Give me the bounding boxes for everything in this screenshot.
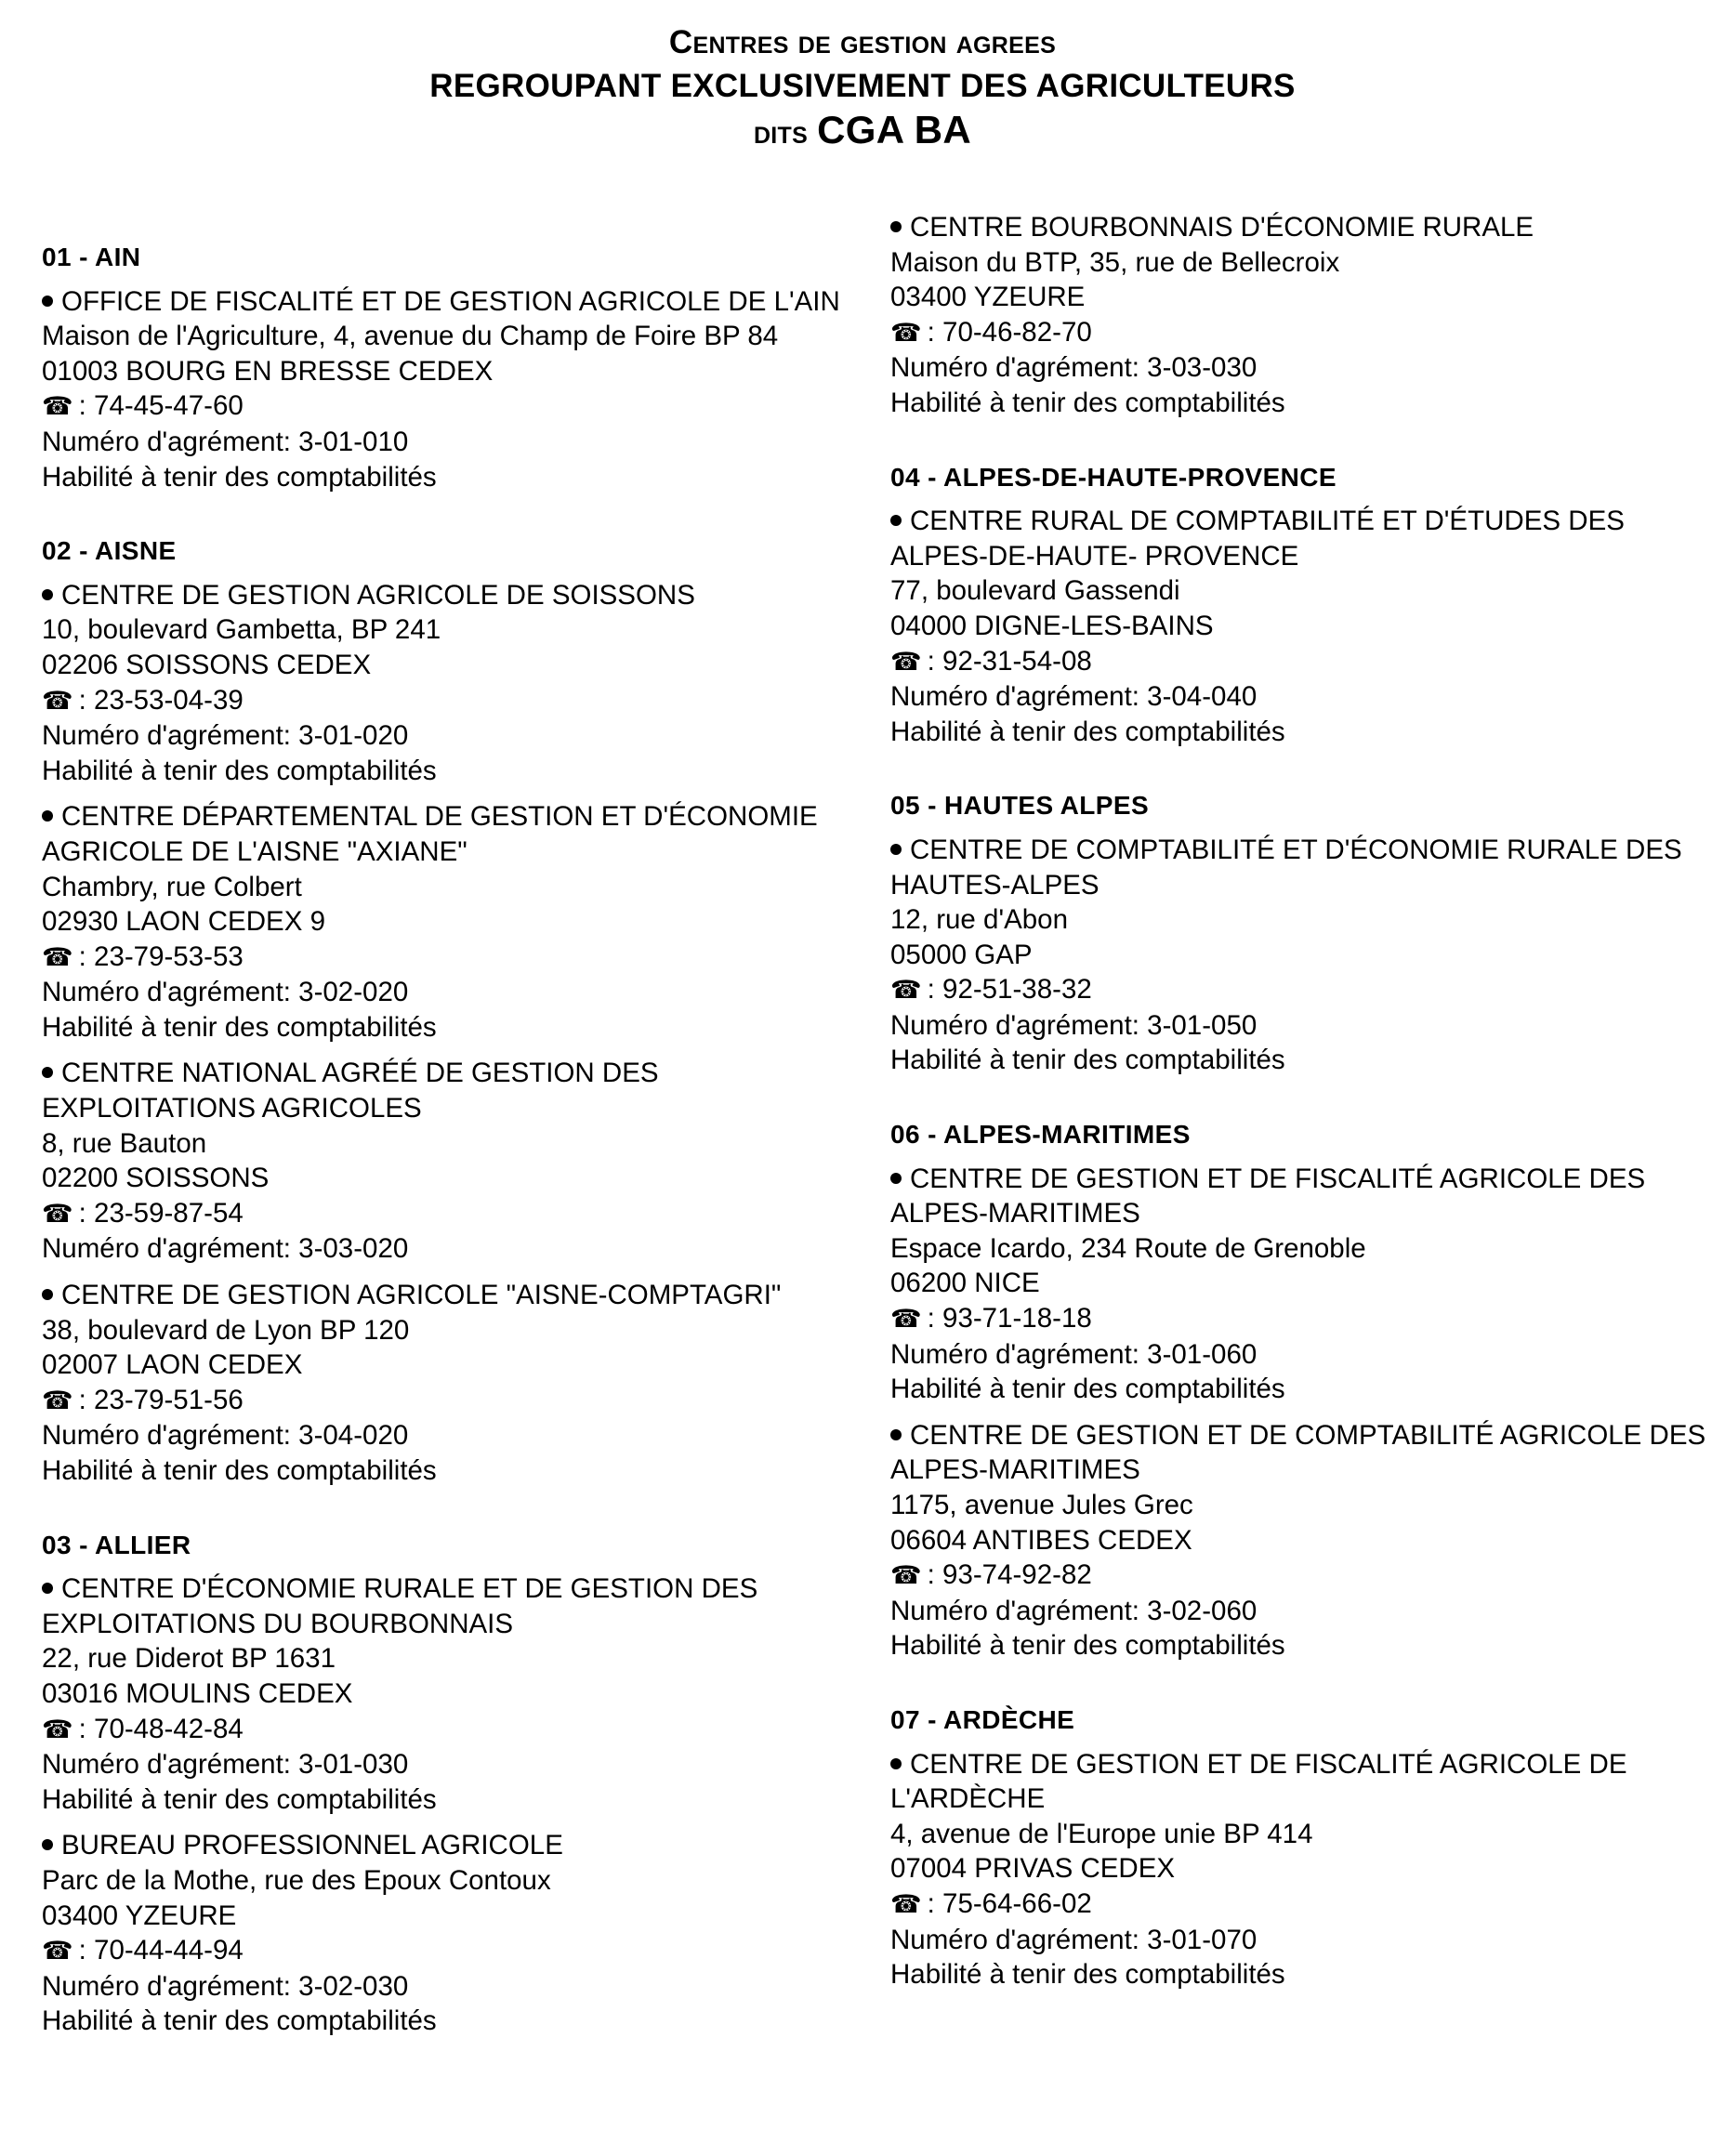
centre-name (42, 284, 850, 320)
page-title (0, 20, 1725, 154)
telephone-icon: ☎ (42, 942, 73, 971)
phone-line (890, 315, 1708, 351)
centre-entry (890, 1162, 1708, 1407)
agrement-number: Numéro d'agrément: 3-03-030 (890, 352, 1258, 384)
region-heading: 03 - ALLIER (42, 1530, 191, 1559)
title-line-2: REGROUPANT EXCLUSIVEMENT DES AGRICULTEURS (429, 68, 1296, 104)
phone-line (890, 1886, 1708, 1923)
centre-name-text: BUREAU PROFESSIONNEL AGRICOLE (61, 1830, 563, 1861)
centre-name-text: CENTRE NATIONAL AGRÉÉ DE GESTION DES EXPLOITATIONS AGRICOLES (42, 1058, 659, 1124)
telephone-icon: ☎ (890, 1889, 922, 1918)
habilite-note: Habilité à tenir des comptabilités (890, 1045, 1285, 1076)
address-line: 03400 YZEURE (42, 1900, 237, 1931)
address-line: 02007 LAON CEDEX (42, 1349, 303, 1381)
agrement-number: Numéro d'agrément: 3-04-020 (42, 1420, 409, 1452)
agrement-number: Numéro d'agrément: 3-03-020 (42, 1233, 409, 1265)
centre-name (890, 1418, 1708, 1488)
centre-entry (890, 833, 1708, 1078)
telephone-icon: ☎ (42, 392, 73, 421)
centre-name-text: CENTRE DÉPARTEMENTAL DE GESTION ET D'ÉCONOMIE AGRICOLE DE L'AISNE "AXIANE" (42, 801, 818, 867)
centre-name (42, 799, 850, 869)
habilite-note: Habilité à tenir des comptabilités (42, 755, 437, 786)
telephone-icon: ☎ (890, 1561, 922, 1590)
bullet-icon (890, 1758, 902, 1769)
centre-name-text: CENTRE DE GESTION AGRICOLE DE SOISSONS (61, 579, 695, 611)
centre-name (42, 1056, 850, 1125)
telephone-icon: ☎ (42, 686, 73, 715)
habilite-note: Habilité à tenir des comptabilités (42, 1783, 437, 1815)
bullet-icon (42, 296, 53, 307)
phone-number: : 75-64-66-02 (927, 1887, 1092, 1919)
centre-name (890, 1747, 1708, 1817)
agrement-number: Numéro d'agrément: 3-01-020 (42, 720, 409, 752)
address-line: 10, boulevard Gambetta, BP 241 (42, 614, 441, 646)
phone-number: : 74-45-47-60 (78, 390, 244, 422)
centre-entry (42, 799, 850, 1045)
address-line: 06604 ANTIBES CEDEX (890, 1524, 1192, 1556)
habilite-note: Habilité à tenir des comptabilités (890, 1959, 1285, 1991)
agrement-number: Numéro d'agrément: 3-01-050 (890, 1009, 1258, 1041)
address-line: 22, rue Diderot BP 1631 (42, 1643, 336, 1675)
agrement-number: Numéro d'agrément: 3-01-030 (42, 1749, 409, 1781)
phone-line (890, 1301, 1708, 1337)
centre-entry (42, 1828, 850, 2039)
bullet-icon (42, 1289, 53, 1300)
bullet-icon (42, 1583, 53, 1594)
centre-name (890, 504, 1708, 573)
agrement-number: Numéro d'agrément: 3-04-040 (890, 681, 1258, 713)
title-line-1: Centres de gestion agrees (668, 24, 1057, 60)
phone-line (42, 683, 850, 719)
centre-name-text: CENTRE DE GESTION ET DE FISCALITÉ AGRICOLE DE L'ARDÈCHE (890, 1748, 1627, 1815)
address-line: 1175, avenue Jules Grec (890, 1490, 1193, 1520)
agrement-number: Numéro d'agrément: 3-02-030 (42, 1970, 409, 2002)
address-line: 02200 SOISSONS (42, 1163, 270, 1194)
address-line: 38, boulevard de Lyon BP 120 (42, 1314, 410, 1346)
phone-line (42, 1196, 850, 1232)
address-line: Maison du BTP, 35, rue de Bellecroix (890, 246, 1340, 278)
centre-entry (890, 1747, 1708, 1992)
centre-name-text: CENTRE BOURBONNAIS D'ÉCONOMIE RURALE (910, 212, 1534, 243)
phone-line (890, 644, 1708, 680)
left-column (42, 240, 850, 2050)
region-heading: 04 - ALPES-DE-HAUTE-PROVENCE (890, 462, 1337, 492)
address-line: 02930 LAON CEDEX 9 (42, 906, 325, 938)
title-line-3 (0, 108, 1725, 154)
agrement-number: Numéro d'agrément: 3-01-010 (42, 426, 409, 457)
address-line: 05000 GAP (890, 939, 1033, 970)
bullet-icon (890, 1429, 902, 1440)
region-heading: 07 - ARDÈCHE (890, 1704, 1075, 1734)
phone-number: : 70-48-42-84 (78, 1713, 244, 1744)
centre-name (42, 1571, 850, 1641)
phone-line (890, 1558, 1708, 1594)
title-prefix: dits (753, 114, 809, 151)
address-line: 03400 YZEURE (890, 282, 1086, 313)
centre-name (890, 1162, 1708, 1231)
centre-name-text: CENTRE DE COMPTABILITÉ ET D'ÉCONOMIE RURALE DES HAUTES-ALPES (890, 834, 1682, 901)
habilite-note: Habilité à tenir des comptabilités (42, 1455, 437, 1486)
phone-number: : 23-79-53-53 (78, 940, 244, 972)
address-line: Maison de l'Agriculture, 4, avenue du Champ de Foire BP 84 (42, 321, 779, 352)
bullet-icon (890, 1173, 902, 1184)
phone-line (42, 940, 850, 976)
address-line: 8, rue Bauton (42, 1127, 207, 1159)
centre-name-text: CENTRE DE GESTION AGRICOLE "AISNE-COMPTAGRI" (61, 1280, 782, 1311)
centre-name (42, 1278, 850, 1313)
telephone-icon: ☎ (890, 318, 922, 347)
phone-number: : 93-71-18-18 (927, 1303, 1092, 1334)
centre-name-text: CENTRE RURAL DE COMPTABILITÉ ET D'ÉTUDES DES ALPES-DE-HAUTE- PROVENCE (890, 506, 1625, 572)
bullet-icon (42, 1067, 53, 1078)
address-line: 77, boulevard Gassendi (890, 575, 1180, 607)
address-line: Espace Icardo, 234 Route de Grenoble (890, 1232, 1366, 1264)
habilite-note: Habilité à tenir des comptabilités (890, 1374, 1285, 1405)
address-line: 12, rue d'Abon (890, 904, 1068, 936)
address-line: 04000 DIGNE-LES-BAINS (890, 610, 1214, 641)
centre-entry (890, 1418, 1708, 1663)
phone-number: : 92-31-54-08 (927, 645, 1092, 677)
region-heading: 05 - HAUTES ALPES (890, 791, 1150, 821)
agrement-number: Numéro d'agrément: 3-01-060 (890, 1338, 1258, 1370)
phone-number: : 92-51-38-32 (927, 974, 1092, 1006)
bullet-icon (890, 515, 902, 526)
region-heading: 01 - AIN (42, 243, 141, 271)
habilite-note: Habilité à tenir des comptabilités (42, 2005, 437, 2037)
address-line: Parc de la Mothe, rue des Epoux Contoux (42, 1864, 551, 1896)
right-column (890, 210, 1708, 2004)
telephone-icon: ☎ (42, 1386, 73, 1414)
centre-entry (42, 284, 850, 495)
telephone-icon: ☎ (42, 1715, 73, 1743)
address-line: 02206 SOISSONS CEDEX (42, 649, 372, 680)
centre-name (42, 1828, 850, 1863)
centre-entry (42, 1571, 850, 1817)
centre-entry (42, 1278, 850, 1489)
centre-name-text: OFFICE DE FISCALITÉ ET DE GESTION AGRICOLE DE L'AIN (61, 285, 840, 317)
centre-name-text: CENTRE DE GESTION ET DE COMPTABILITÉ AGRICOLE DES ALPES-MARITIMES (890, 1419, 1706, 1486)
phone-number: : 23-53-04-39 (78, 684, 244, 716)
habilite-note: Habilité à tenir des comptabilités (890, 1630, 1285, 1662)
telephone-icon: ☎ (42, 1937, 73, 1965)
address-line: 03016 MOULINS CEDEX (42, 1677, 353, 1709)
phone-line (42, 1933, 850, 1969)
centre-name (890, 210, 1708, 245)
phone-line (42, 1712, 850, 1748)
phone-number: : 23-79-51-56 (78, 1384, 244, 1415)
telephone-icon: ☎ (890, 976, 922, 1005)
centre-name-text: CENTRE DE GESTION ET DE FISCALITÉ AGRICOLE DES ALPES-MARITIMES (890, 1163, 1646, 1229)
bullet-icon (42, 589, 53, 600)
address-line: 01003 BOURG EN BRESSE CEDEX (42, 355, 494, 387)
centre-name-text: CENTRE D'ÉCONOMIE RURALE ET DE GESTION DES EXPLOITATIONS DU BOURBONNAIS (42, 1573, 758, 1639)
agrement-number: Numéro d'agrément: 3-01-070 (890, 1924, 1258, 1955)
telephone-icon: ☎ (890, 1305, 922, 1334)
habilite-note: Habilité à tenir des comptabilités (42, 1011, 437, 1043)
habilite-note: Habilité à tenir des comptabilités (890, 387, 1285, 418)
phone-number: : 23-59-87-54 (78, 1197, 244, 1229)
centre-entry (890, 210, 1708, 421)
habilite-note: Habilité à tenir des comptabilités (42, 461, 437, 493)
address-line: 07004 PRIVAS CEDEX (890, 1853, 1176, 1885)
address-line: Chambry, rue Colbert (42, 871, 302, 902)
address-line: 06200 NICE (890, 1268, 1040, 1299)
region-heading: 02 - AISNE (42, 536, 177, 566)
centre-name (890, 833, 1708, 902)
region-heading: 06 - ALPES-MARITIMES (890, 1120, 1191, 1150)
phone-line (42, 1383, 850, 1419)
bullet-icon (890, 221, 902, 232)
title-main: CGA BA (817, 108, 972, 151)
telephone-icon: ☎ (42, 1199, 73, 1228)
phone-line (42, 388, 850, 425)
centre-entry (42, 1056, 850, 1267)
phone-number: : 93-74-92-82 (927, 1559, 1092, 1591)
bullet-icon (42, 1839, 53, 1850)
telephone-icon: ☎ (890, 647, 922, 676)
agrement-number: Numéro d'agrément: 3-02-060 (890, 1595, 1258, 1626)
centre-entry (42, 578, 850, 789)
centre-name (42, 578, 850, 613)
habilite-note: Habilité à tenir des comptabilités (890, 716, 1285, 747)
bullet-icon (890, 844, 902, 855)
phone-number: : 70-44-44-94 (78, 1935, 244, 1966)
phone-line (890, 972, 1708, 1008)
centre-entry (890, 504, 1708, 749)
bullet-icon (42, 810, 53, 822)
address-line: 4, avenue de l'Europe unie BP 414 (890, 1818, 1313, 1849)
phone-number: : 70-46-82-70 (927, 316, 1092, 348)
agrement-number: Numéro d'agrément: 3-02-020 (42, 977, 409, 1008)
